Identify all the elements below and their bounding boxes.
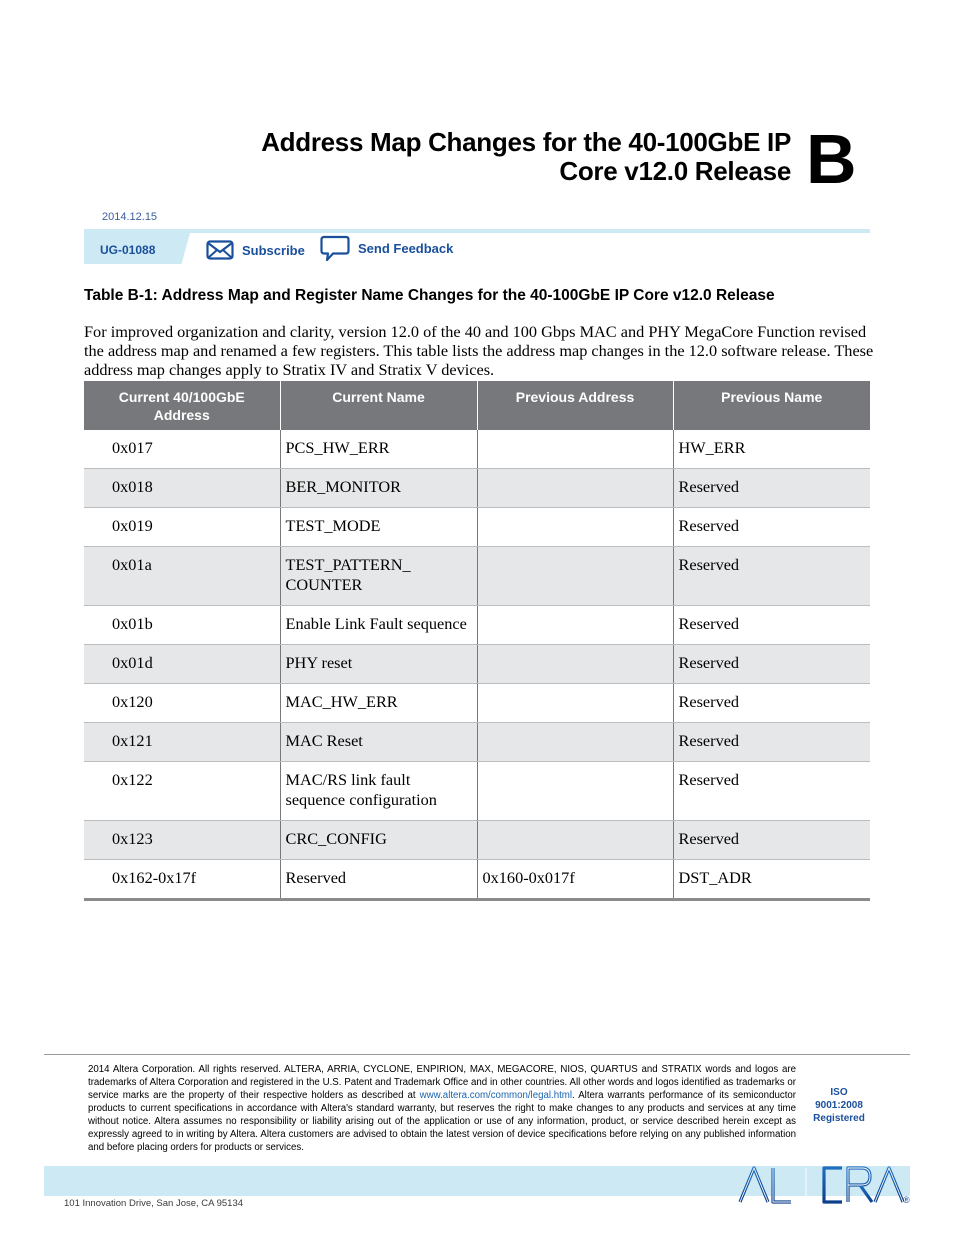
table-cell: 0x01d [84,645,280,684]
iso-label: ISO [830,1087,848,1098]
table-cell: 0x121 [84,723,280,762]
table-cell: Reserved [673,684,870,723]
table-cell [477,606,673,645]
iso-certification [808,1086,870,1125]
footer-divider [44,1054,910,1055]
table-cell: 0x160-0x017f [477,860,673,900]
table-row [84,430,870,469]
table-cell: Reserved [673,606,870,645]
registered-mark: ® [903,1195,910,1205]
speech-bubble-icon [320,235,350,263]
envelope-icon [206,240,234,260]
table-row [84,547,870,606]
table-cell: DST_ADR [673,860,870,900]
table-cell: 0x01a [84,547,280,606]
send-feedback-label: Send Feedback [358,241,454,256]
legal-text-end: . Altera warrants performance of its semiconductor products to current specifications in accordance with Altera's standard warranty, but reserves the right to make changes to any products and services at any time without notice. Altera assumes no responsibility or liability arising out of the application or use of any information, product, or service described herein except as expressly agreed to in writing by Altera. Altera customers are advised to obtain the latest version of device specifications before relying on any published information and before placing orders for products or services. [88,1090,796,1153]
send-feedback-link[interactable] [320,235,453,263]
doc-id: UG-01088 [100,243,156,257]
table-cell: BER_MONITOR [280,469,477,508]
table-cell [477,821,673,860]
table-row [84,762,870,821]
table-cell: CRC_CONFIG [280,821,477,860]
table-cell [477,508,673,547]
intro-paragraph: For improved organization and clarity, version 12.0 of the 40 and 100 Gbps MAC and PHY MegaCore Function revised the address map and renamed a few registers. This table lists the address map changes in the 12.0 software release. These address map changes apply to Stratix IV and Stratix V devices. [84,322,874,379]
table-row [84,469,870,508]
subscribe-label: Subscribe [242,242,305,258]
table-cell: Reserved [673,469,870,508]
iso-registered: Registered [813,1113,865,1124]
table-cell: Reserved [673,762,870,821]
page-title [261,128,791,186]
table-row [84,723,870,762]
legal-notice [88,1063,796,1154]
document-info-bar [84,229,870,264]
subscribe-link[interactable] [206,238,305,262]
company-address: 101 Innovation Drive, San Jose, CA 95134 [64,1198,244,1209]
table-cell: Reserved [673,508,870,547]
table-row [84,606,870,645]
table-cell [477,547,673,606]
table-cell [477,645,673,684]
appendix-letter: B [806,120,857,198]
table-cell: 0x162-0x17f [84,860,280,900]
table-cell [477,762,673,821]
table-cell [477,430,673,469]
page-title-line-1: Address Map Changes for the 40-100GbE IP [261,127,791,157]
table-cell: Reserved [673,723,870,762]
table-cell: 0x019 [84,508,280,547]
table-cell: Enable Link Fault sequence [280,606,477,645]
table-row [84,645,870,684]
table-row [84,821,870,860]
legal-link[interactable]: www.altera.com/common/legal.html [419,1090,573,1101]
table-cell: Reserved [673,821,870,860]
column-header: Current Name [280,381,477,430]
column-header: Previous Name [673,381,870,430]
table-cell: HW_ERR [673,430,870,469]
table-row [84,684,870,723]
table-cell: 0x123 [84,821,280,860]
table-cell: MAC_HW_ERR [280,684,477,723]
table-cell: TEST_MODE [280,508,477,547]
column-header: Current 40/100GbE Address [84,381,280,430]
table-cell: MAC/RS link fault sequence configuration [280,762,477,821]
address-map-table [84,381,870,901]
table-row [84,508,870,547]
table-cell: 0x01b [84,606,280,645]
table-cell: PCS_HW_ERR [280,430,477,469]
table-caption: Table B-1: Address Map and Register Name Changes for the 40-100GbE IP Core v12.0 Release [84,287,775,304]
table-header-row [84,381,870,430]
table-cell: Reserved [673,547,870,606]
altera-logo [736,1162,910,1206]
document-date: 2014.12.15 [102,211,158,223]
column-header: Previous Address [477,381,673,430]
table-cell: TEST_PATTERN_ COUNTER [280,547,477,606]
table-cell: Reserved [280,860,477,900]
table-cell: 0x017 [84,430,280,469]
table-cell [477,469,673,508]
table-cell: Reserved [673,645,870,684]
table-row [84,860,870,900]
page-title-line-2: Core v12.0 Release [559,156,791,186]
table-cell: PHY reset [280,645,477,684]
table-cell: 0x122 [84,762,280,821]
legal-text-start: 2014 Altera Corporation. All rights reserved. ALTERA, ARRIA, CYCLONE, ENPIRION, MAX, MEGACORE, NIOS, QUARTUS and STRATIX words and logos are trademarks of Altera Corporation and registered in the U.S. Patent and Trademark Office and in other countries. All other words and logos identified as trademarks or service marks are the property of their respective holders as described at [88,1064,796,1101]
table-cell [477,684,673,723]
iso-standard: 9001:2008 [815,1100,863,1111]
table-cell [477,723,673,762]
table-cell: 0x018 [84,469,280,508]
info-bar-rule [84,229,870,233]
table-cell: MAC Reset [280,723,477,762]
table-cell: 0x120 [84,684,280,723]
